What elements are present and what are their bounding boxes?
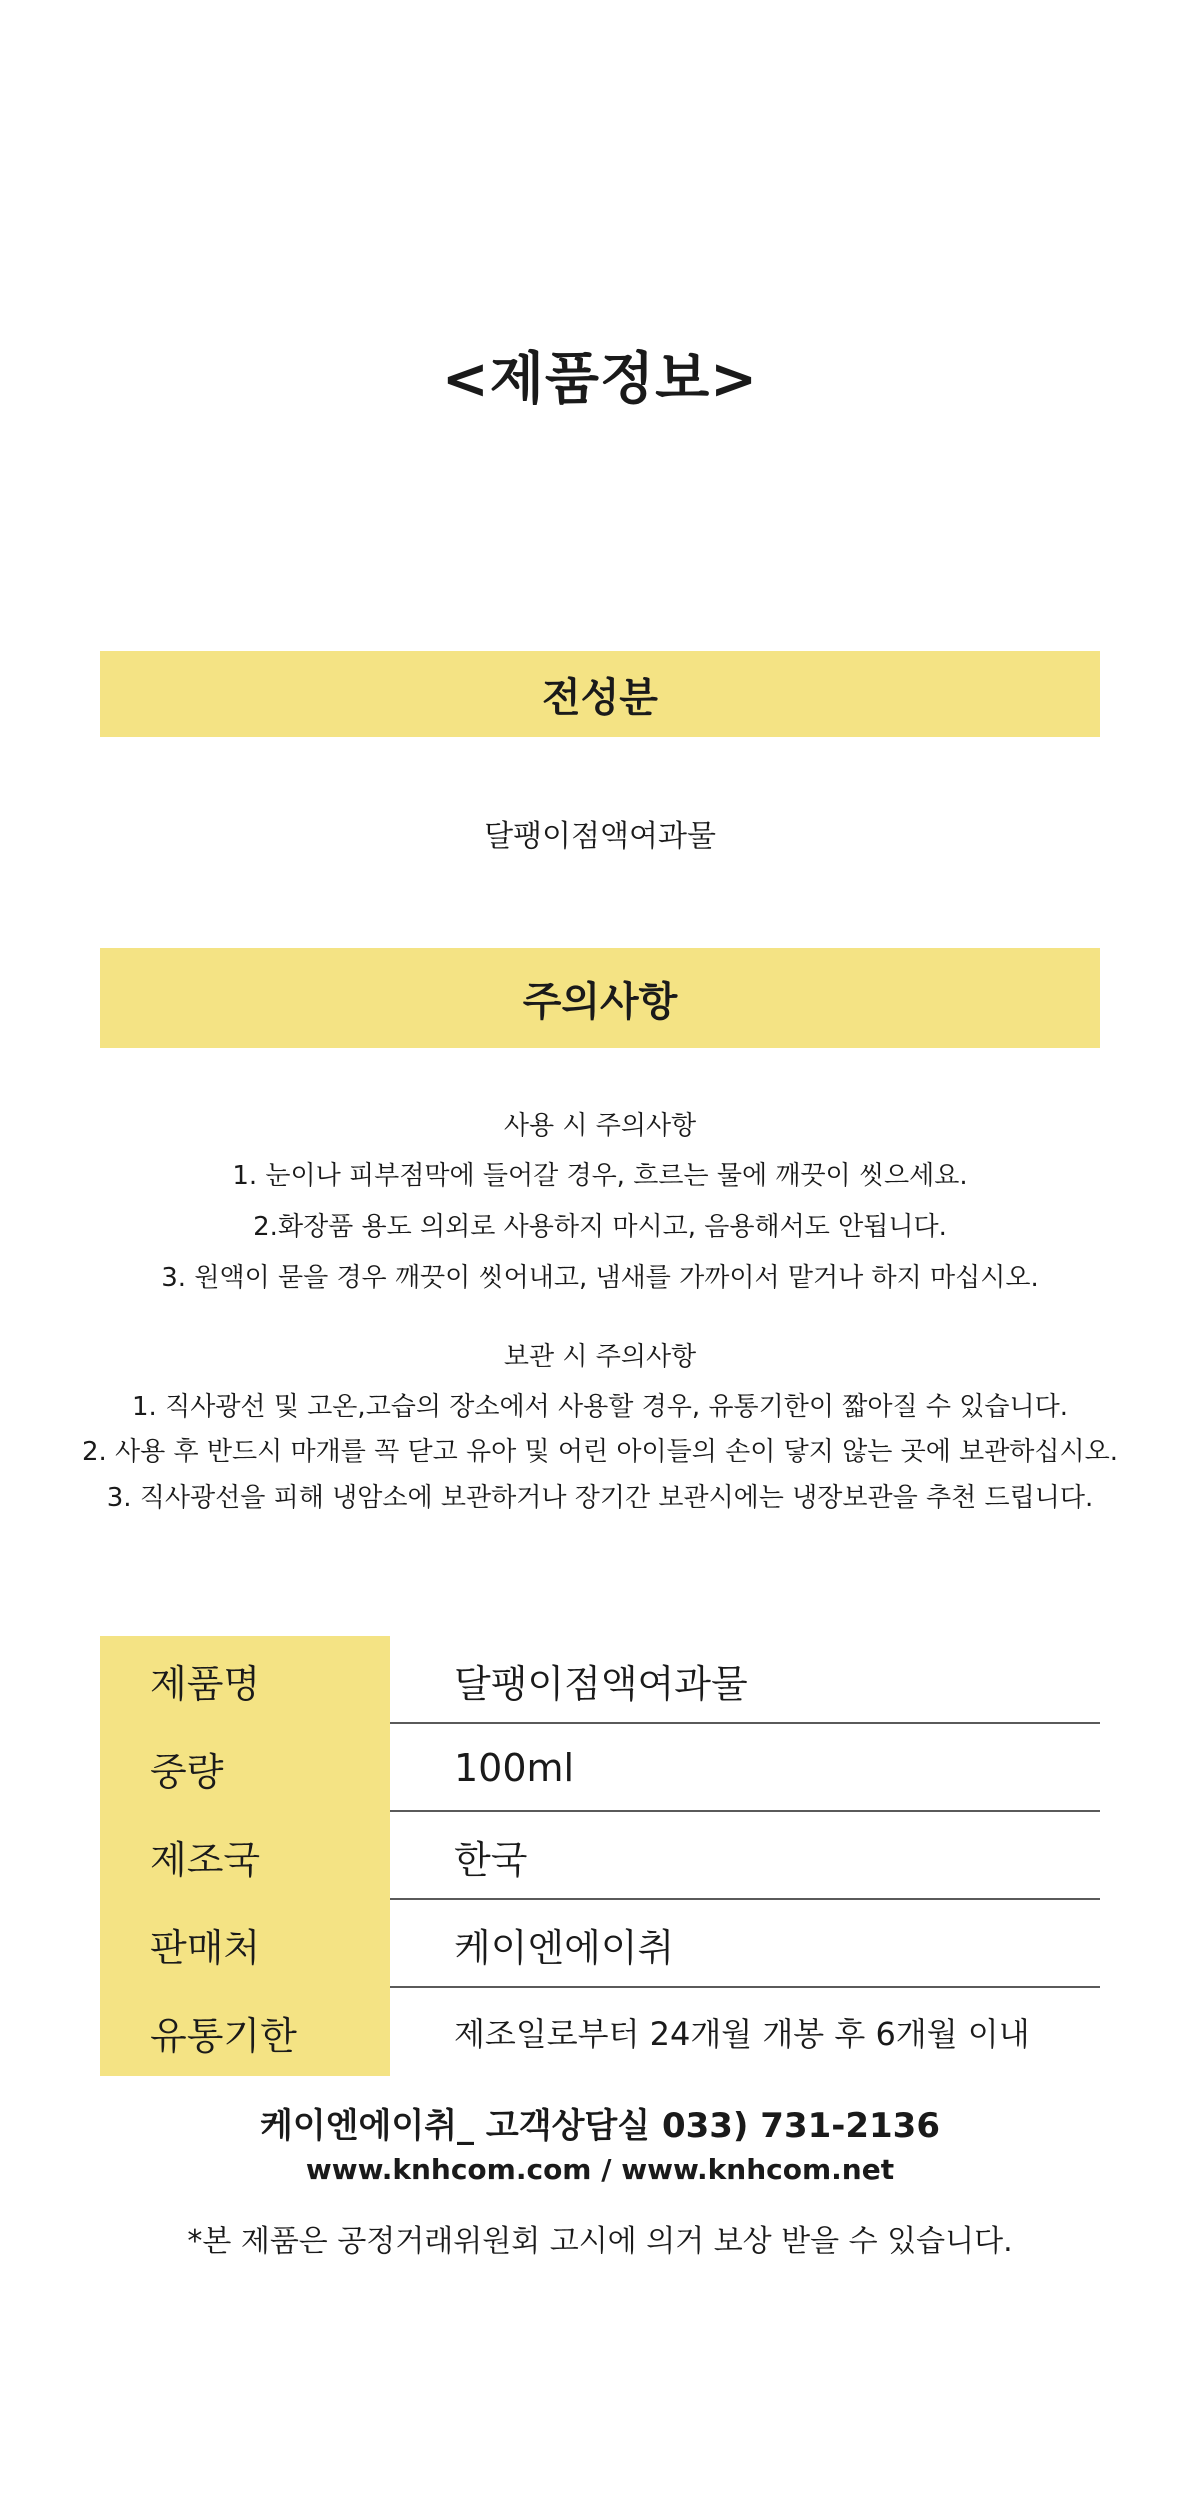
usage-caution-item: 2.화장품 용도 의외로 사용하지 마시고, 음용해서도 안됩니다.	[253, 1212, 947, 1242]
product-spec-table	[100, 1636, 1100, 2076]
spec-value: 달팽이점액여과물	[454, 1661, 748, 1706]
cautions-heading: 주의사항	[522, 978, 678, 1025]
ingredients-text: 달팽이점액여과물	[484, 819, 716, 854]
spec-label: 판매처	[100, 1900, 390, 1988]
spec-label: 중량	[100, 1724, 390, 1812]
page-title: <제품정보>	[441, 347, 759, 412]
storage-caution-item: 1. 직사광선 및 고온,고습의 장소에서 사용할 경우, 유통기한이 짧아질 수 있습니다.	[132, 1392, 1068, 1422]
storage-caution-item: 3. 직사광선을 피해 냉암소에 보관하거나 장기간 보관시에는 냉장보관을 추천 드립니다.	[106, 1483, 1094, 1513]
spec-value: 100ml	[454, 1746, 575, 1790]
spec-value: 케이엔에이취	[454, 1925, 675, 1970]
ingredients-header	[100, 651, 1100, 737]
spec-row-product-name	[100, 1636, 1100, 1724]
spec-row-expiry	[100, 1988, 1100, 2076]
website-links: www.knhcom.com / www.knhcom.net	[305, 2153, 895, 2186]
spec-label: 유통기한	[100, 1988, 390, 2076]
spec-row-weight	[100, 1724, 1100, 1812]
spec-value: 제조일로부터 24개월 개봉 후 6개월 이내	[454, 2015, 1030, 2053]
spec-label: 제조국	[100, 1812, 390, 1900]
spec-label: 제품명	[100, 1636, 390, 1724]
spec-value: 한국	[454, 1837, 528, 1882]
storage-cautions-title: 보관 시 주의사항	[503, 1342, 697, 1372]
compensation-notice: *본 제품은 공정거래위원회 고시에 의거 보상 받을 수 있습니다.	[187, 2224, 1013, 2259]
usage-caution-item: 3. 원액이 묻을 경우 깨끗이 씻어내고, 냄새를 가까이서 맡거나 하지 마십시오.	[161, 1263, 1039, 1293]
cautions-header	[100, 948, 1100, 1048]
spec-row-country	[100, 1812, 1100, 1900]
ingredients-heading: 전성분	[542, 674, 658, 721]
customer-service-contact: 케이엔에이취_ 고객상담실 033) 731-2136	[259, 2106, 941, 2146]
spec-row-seller	[100, 1900, 1100, 1988]
usage-caution-item: 1. 눈이나 피부점막에 들어갈 경우, 흐르는 물에 깨끗이 씻으세요.	[232, 1161, 968, 1191]
usage-cautions-title: 사용 시 주의사항	[503, 1111, 697, 1141]
storage-caution-item: 2. 사용 후 반드시 마개를 꼭 닫고 유아 및 어린 아이들의 손이 닿지 않는 곳에 보관하십시오.	[81, 1437, 1119, 1467]
